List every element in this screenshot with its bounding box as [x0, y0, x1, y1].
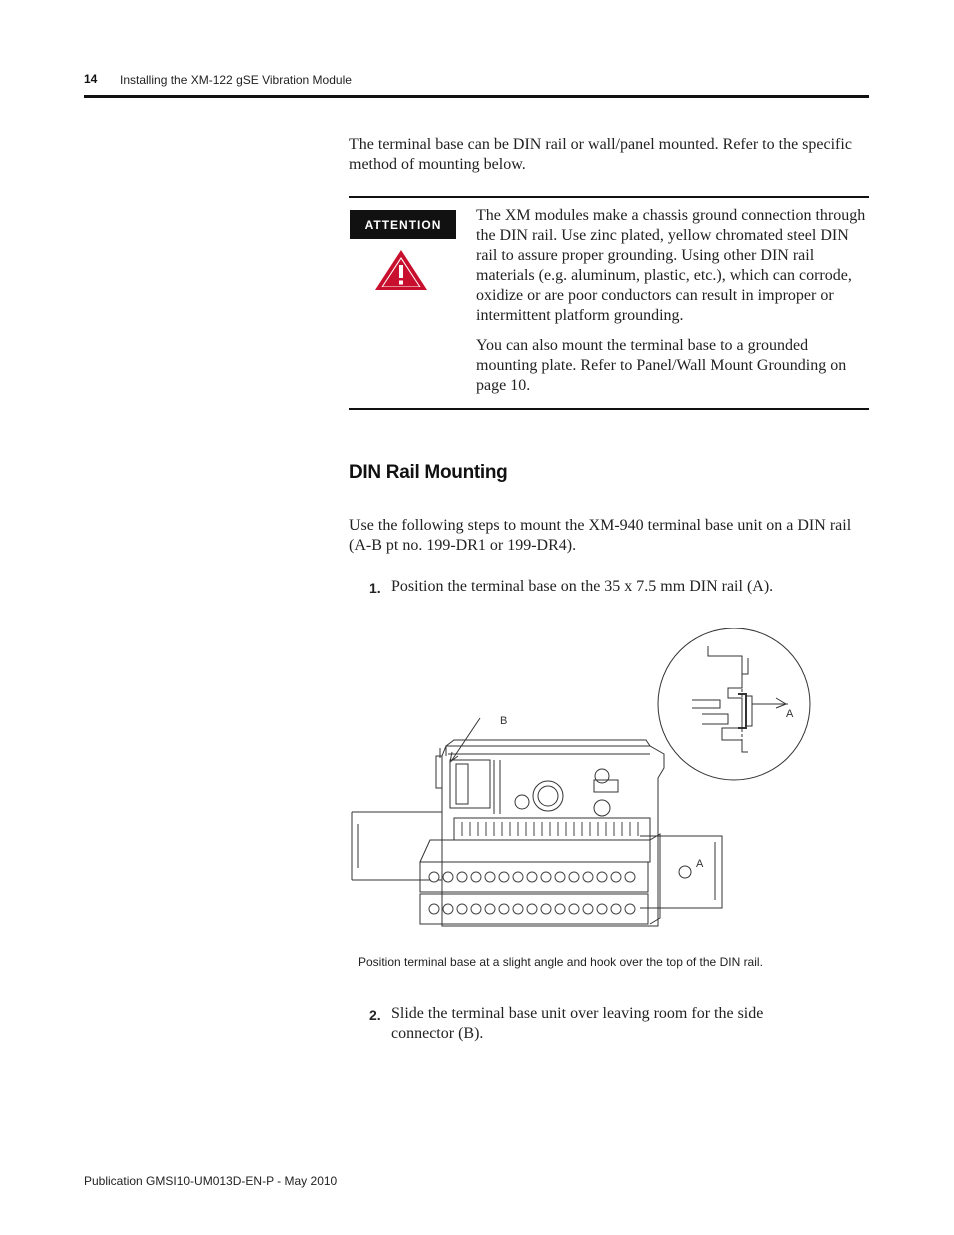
- step-number: 2.: [369, 1007, 381, 1023]
- warning-triangle-icon: [373, 248, 429, 292]
- section-heading: DIN Rail Mounting: [349, 462, 508, 483]
- label-a-detail: A: [786, 708, 794, 720]
- section-paragraph: Use the following steps to mount the XM-940 terminal base unit on a DIN rail (A-B pt no. 199-DR1 or 199-DR4).: [349, 517, 852, 554]
- page-number: 14: [84, 72, 98, 86]
- step-text: Position the terminal base on the 35 x 7.5 mm DIN rail (A).: [391, 578, 774, 595]
- header-rule: [84, 95, 869, 98]
- figure-caption: Position terminal base at a slight angle and hook over the top of the DIN rail.: [358, 955, 763, 969]
- attention-paragraph: The XM modules make a chassis ground connection through the DIN rail. Use zinc plated, yellow chromated steel DIN rail to assure proper grounding. Using other DIN rail materials (e.g. aluminum, plastic, etc.), which can corrode, oxidize or are poor conductors can result in improper or intermittent platform grounding.: [476, 207, 866, 324]
- label-b: B: [500, 715, 508, 727]
- din-rail-figure: [350, 628, 870, 948]
- attention-bottom-rule: [349, 408, 869, 410]
- step-number: 1.: [369, 580, 381, 596]
- step-1: [369, 577, 849, 598]
- attention-paragraph: You can also mount the terminal base to a grounded mounting plate. Refer to Panel/Wall Mount Grounding on page 10.: [476, 337, 847, 394]
- page-footer: Publication GMSI10-UM013D-EN-P - May 2010: [84, 1174, 338, 1188]
- label-a-rail: A: [696, 858, 704, 870]
- running-title: Installing the XM-122 gSE Vibration Module: [120, 73, 352, 87]
- step-text: Slide the terminal base unit over leaving room for the side connector (B).: [391, 1005, 764, 1042]
- step-2: [369, 1004, 849, 1044]
- attention-top-rule: [349, 196, 869, 198]
- attention-label: ATTENTION: [350, 210, 456, 239]
- intro-paragraph: The terminal base can be DIN rail or wall/panel mounted. Refer to the specific method of mounting below.: [349, 136, 852, 173]
- attention-text: [476, 206, 871, 406]
